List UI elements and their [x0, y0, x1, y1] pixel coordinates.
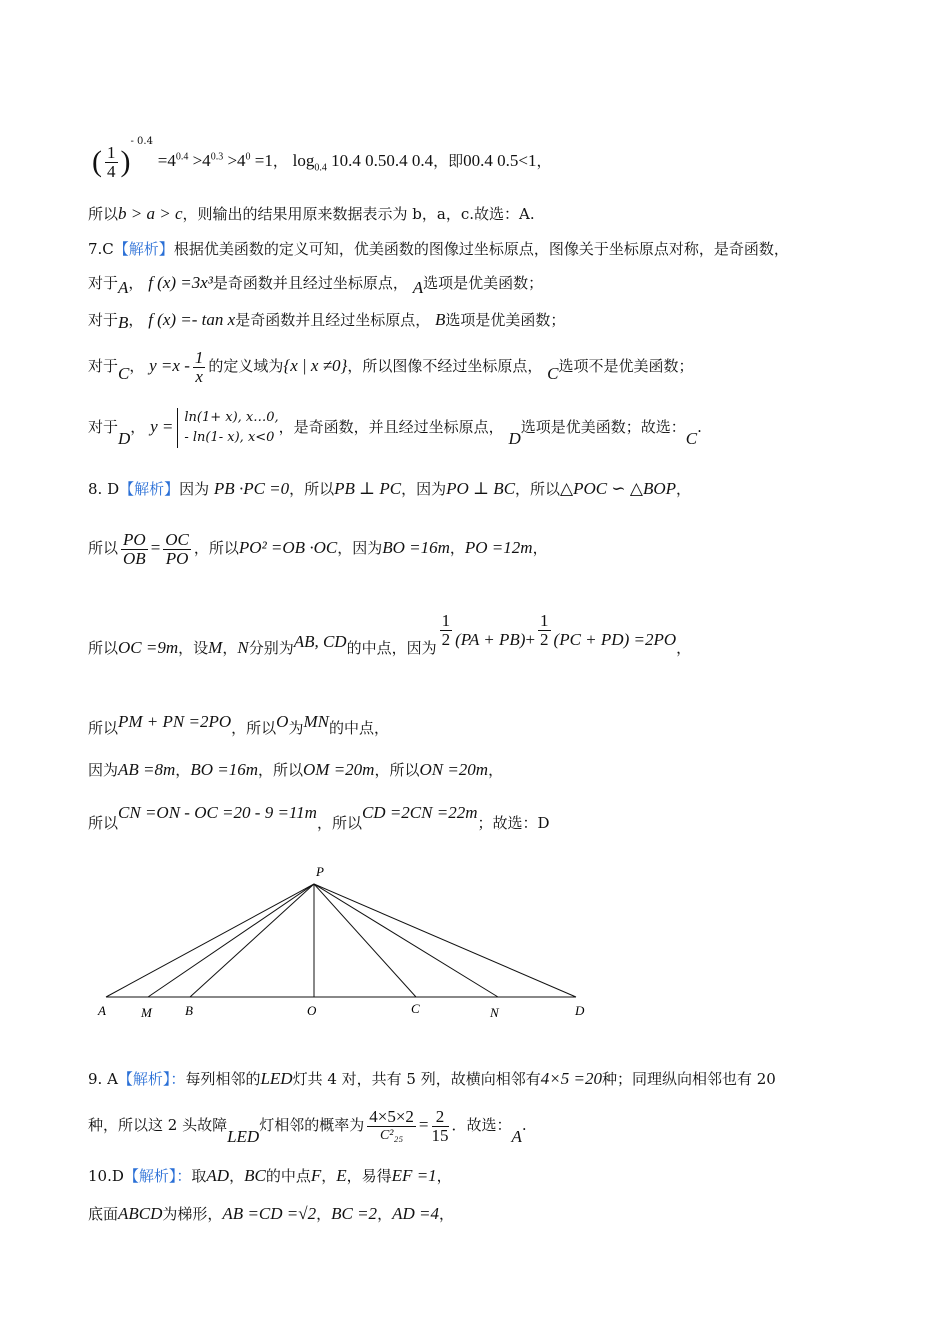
q7-option-c: 对于C， y =x - $\frac{1}{x}$ 的定义域为{x | x ≠0}，所以图像不经过坐标原点， C选项不是优美函数；: [88, 347, 694, 386]
q7-option-a: 对于A， f (x) =3x³是奇函数并且经过坐标原点， A选项是优美函数；: [88, 273, 544, 297]
q8-line1: 8. D【解析】因为 PB ·PC =0，所以PB ⊥ PC，因为PO ⊥ BC，所以△POC ∽ △BOP，: [88, 479, 691, 498]
log-inequality: $\log_{0.4} 10.4$ 0.50.4 0.4: [292, 151, 434, 174]
label-N: N: [490, 1005, 499, 1020]
segment-PM: [148, 884, 314, 997]
exponent-comparison-line: ( $\frac{1}{4}$ )$^{- 0.4} =4^{0.4} >4^{0.3} >4^0 =1$， $\log_{0.4} 10.4$ 0.50.4 0.4，即00.4 0.5<1，: [92, 136, 552, 181]
q8-line6: 所以CN =ON - OC =20 - 9 =11m，所以CD =2CN =22m；故选：D: [88, 803, 550, 832]
segment-PB: [190, 884, 314, 997]
q8-line3: 所以OC =9m，设M，N分别为AB, CD的中点，因为 $\frac{1}{2}$ (PA + PB)+ $\frac{1}{2}$ (PC + PD) =2PO，: [88, 611, 692, 657]
exponent-inequality: $=4^{0.4} >4^{0.3} >4^0 =1$: [157, 151, 273, 170]
analysis-tag: 【解析】：: [123, 1167, 192, 1185]
q7-option-d: 对于D， y = ln(1+ x), x…0, - ln(1- x), x<0 ，是奇函数，并且经过坐标原点， D选项是优美函数；故选：C.: [88, 410, 702, 448]
label-P: P: [316, 864, 324, 879]
conclusion-line: 所以b > a > c，则输出的结果用原来数据表示为 b，a，c.故选：A.: [88, 204, 535, 223]
piecewise-brace: ln(1+ x), x…0, - ln(1- x), x<0: [177, 408, 278, 448]
label-D: D: [575, 1003, 585, 1018]
label-A: A: [98, 1003, 106, 1018]
label-C: C: [411, 1001, 420, 1016]
fraction-one-quarter: $\frac{1}{4}$: [107, 142, 116, 181]
label-B: B: [185, 1003, 193, 1018]
q8-line4: 所以PM + PN =2PO，所以O为MN的中点，: [88, 712, 389, 737]
q10-line1: 10.D【解析】：取AD，BC的中点F，E，易得EF =1，: [88, 1166, 452, 1185]
analysis-tag: 【解析】：: [117, 1070, 186, 1088]
q10-line2: 底面ABCD为梯形，AB =CD =√2，BC =2，AD =4，: [88, 1204, 454, 1223]
q9-line1: 9. A【解析】：每列相邻的LED灯共 4 对，共有 5 列，故横向相邻有4×5 =20种；同理纵向相邻也有 20: [88, 1069, 776, 1088]
segment-PC: [314, 884, 416, 997]
geometry-diagram: [90, 860, 610, 1030]
label-O: O: [307, 1003, 317, 1018]
q8-line2: 所以 $\frac{PO}{OB}$ = $\frac{OC}{PO}$ ，所以PO² =OB ·OC，因为BO =16m，PO =12m，: [88, 529, 548, 568]
q9-line2: 种，所以这 2 头故障LED灯相邻的概率为 $\frac{4\times 5\times 2}{\text{C²₂₅}}$ = $\frac{2}{15}$ ．故选：A.: [88, 1106, 527, 1146]
log-range: 00.4 0.5<1: [463, 151, 537, 170]
q7-option-b: 对于B， f (x) =- tan x是奇函数并且经过坐标原点， B选项是优美函数；: [88, 310, 566, 332]
segment-PA: [106, 884, 314, 997]
analysis-tag: 【解析】: [119, 480, 180, 498]
segment-PD: [314, 884, 576, 997]
analysis-tag: 【解析】: [113, 240, 174, 258]
label-M: M: [141, 1005, 152, 1020]
segment-PN: [314, 884, 498, 997]
q7-header: 7.C【解析】根据优美函数的定义可知，优美函数的图像过坐标原点，图像关于坐标原点对称，是奇函数，: [88, 240, 789, 258]
q8-line5: 因为AB =8m，BO =16m，所以OM =20m，所以ON =20m，: [88, 760, 504, 779]
